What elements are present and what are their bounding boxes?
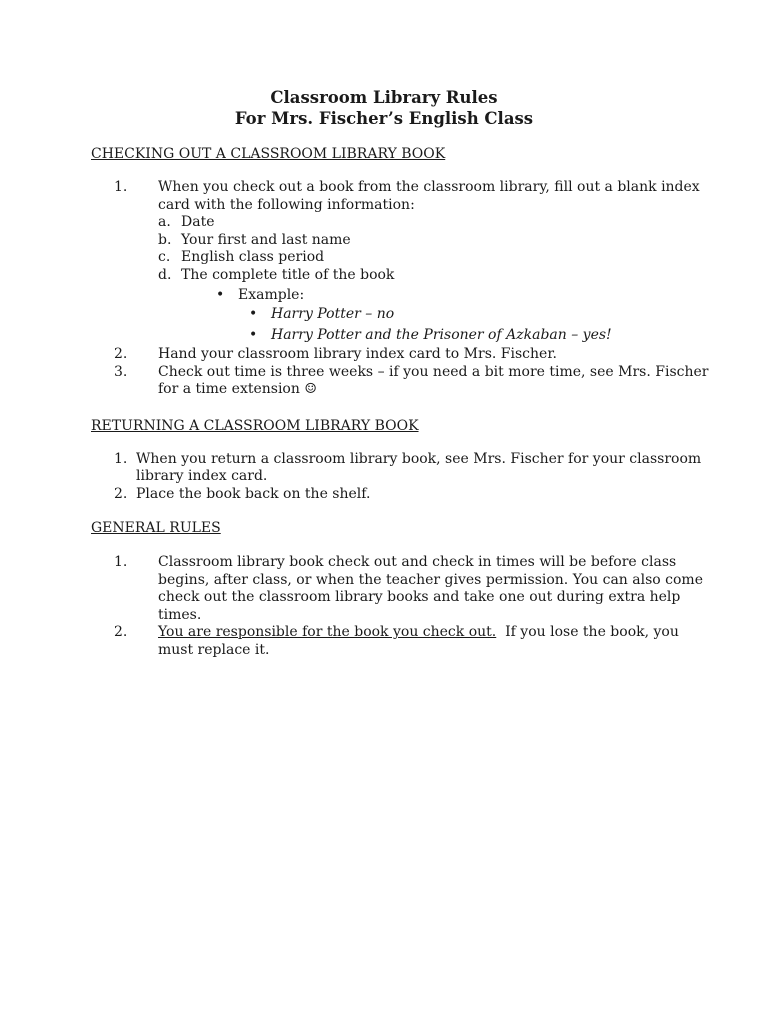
sub-list-item: The complete title of the book xyxy=(181,267,395,283)
example-yes: Harry Potter and the Prisoner of Azkaban – yes! xyxy=(271,327,612,343)
list-marker: 2. xyxy=(114,624,128,640)
list-marker: 3. xyxy=(114,364,128,380)
sub-list-item: English class period xyxy=(181,249,325,265)
sub-list-marker: d. xyxy=(158,267,172,283)
list-item-text: When you return a classroom library book, see Mrs. Fischer for your classroom xyxy=(136,451,702,467)
list-marker: 1. xyxy=(114,451,128,467)
section-heading-returning: RETURNING A CLASSROOM LIBRARY BOOK xyxy=(91,418,419,434)
list-item-text: must replace it. xyxy=(158,642,270,658)
sub-list-marker: a. xyxy=(158,214,171,230)
example-label: Example: xyxy=(238,287,305,303)
replace-note: If you lose the book, you xyxy=(496,624,679,640)
list-item-text: Classroom library book check out and check in times will be before class xyxy=(158,554,677,570)
list-item-text: Check out time is three weeks – if you need a bit more time, see Mrs. Fischer xyxy=(158,364,709,380)
list-item-text: card with the following information: xyxy=(158,197,415,213)
example-no: Harry Potter – no xyxy=(271,306,395,322)
sub-list-marker: c. xyxy=(158,249,171,265)
responsibility-statement: You are responsible for the book you check out. xyxy=(158,624,497,640)
list-item-text: check out the classroom library books and take one out during extra help xyxy=(158,589,681,605)
bullet-icon: • xyxy=(249,306,258,322)
list-item-text: times. xyxy=(158,607,202,623)
sub-list-marker: b. xyxy=(158,232,172,248)
sub-list-item: Date xyxy=(181,214,215,230)
bullet-icon: • xyxy=(249,327,258,343)
list-item-text: When you check out a book from the classroom library, fill out a blank index xyxy=(158,179,700,195)
list-item-text: for a time extension ☺ xyxy=(158,381,317,397)
sub-list-item: Your first and last name xyxy=(181,232,351,248)
section-heading-general-rules: GENERAL RULES xyxy=(91,520,221,536)
list-item-text: begins, after class, or when the teacher gives permission. You can also come xyxy=(158,572,703,588)
list-item-text xyxy=(158,624,679,642)
list-marker: 2. xyxy=(114,486,128,502)
list-marker: 1. xyxy=(114,179,128,195)
document-title-line1: Classroom Library Rules xyxy=(270,88,498,107)
list-marker: 1. xyxy=(114,554,128,570)
bullet-icon: • xyxy=(216,287,225,303)
section-heading-checking-out: CHECKING OUT A CLASSROOM LIBRARY BOOK xyxy=(91,146,446,162)
list-item-text: Hand your classroom library index card to Mrs. Fischer. xyxy=(158,346,557,362)
list-marker: 2. xyxy=(114,346,128,362)
list-item-text: Place the book back on the shelf. xyxy=(136,486,371,502)
document-title-line2: For Mrs. Fischer’s English Class xyxy=(234,109,534,128)
list-item-text: library index card. xyxy=(136,468,268,484)
